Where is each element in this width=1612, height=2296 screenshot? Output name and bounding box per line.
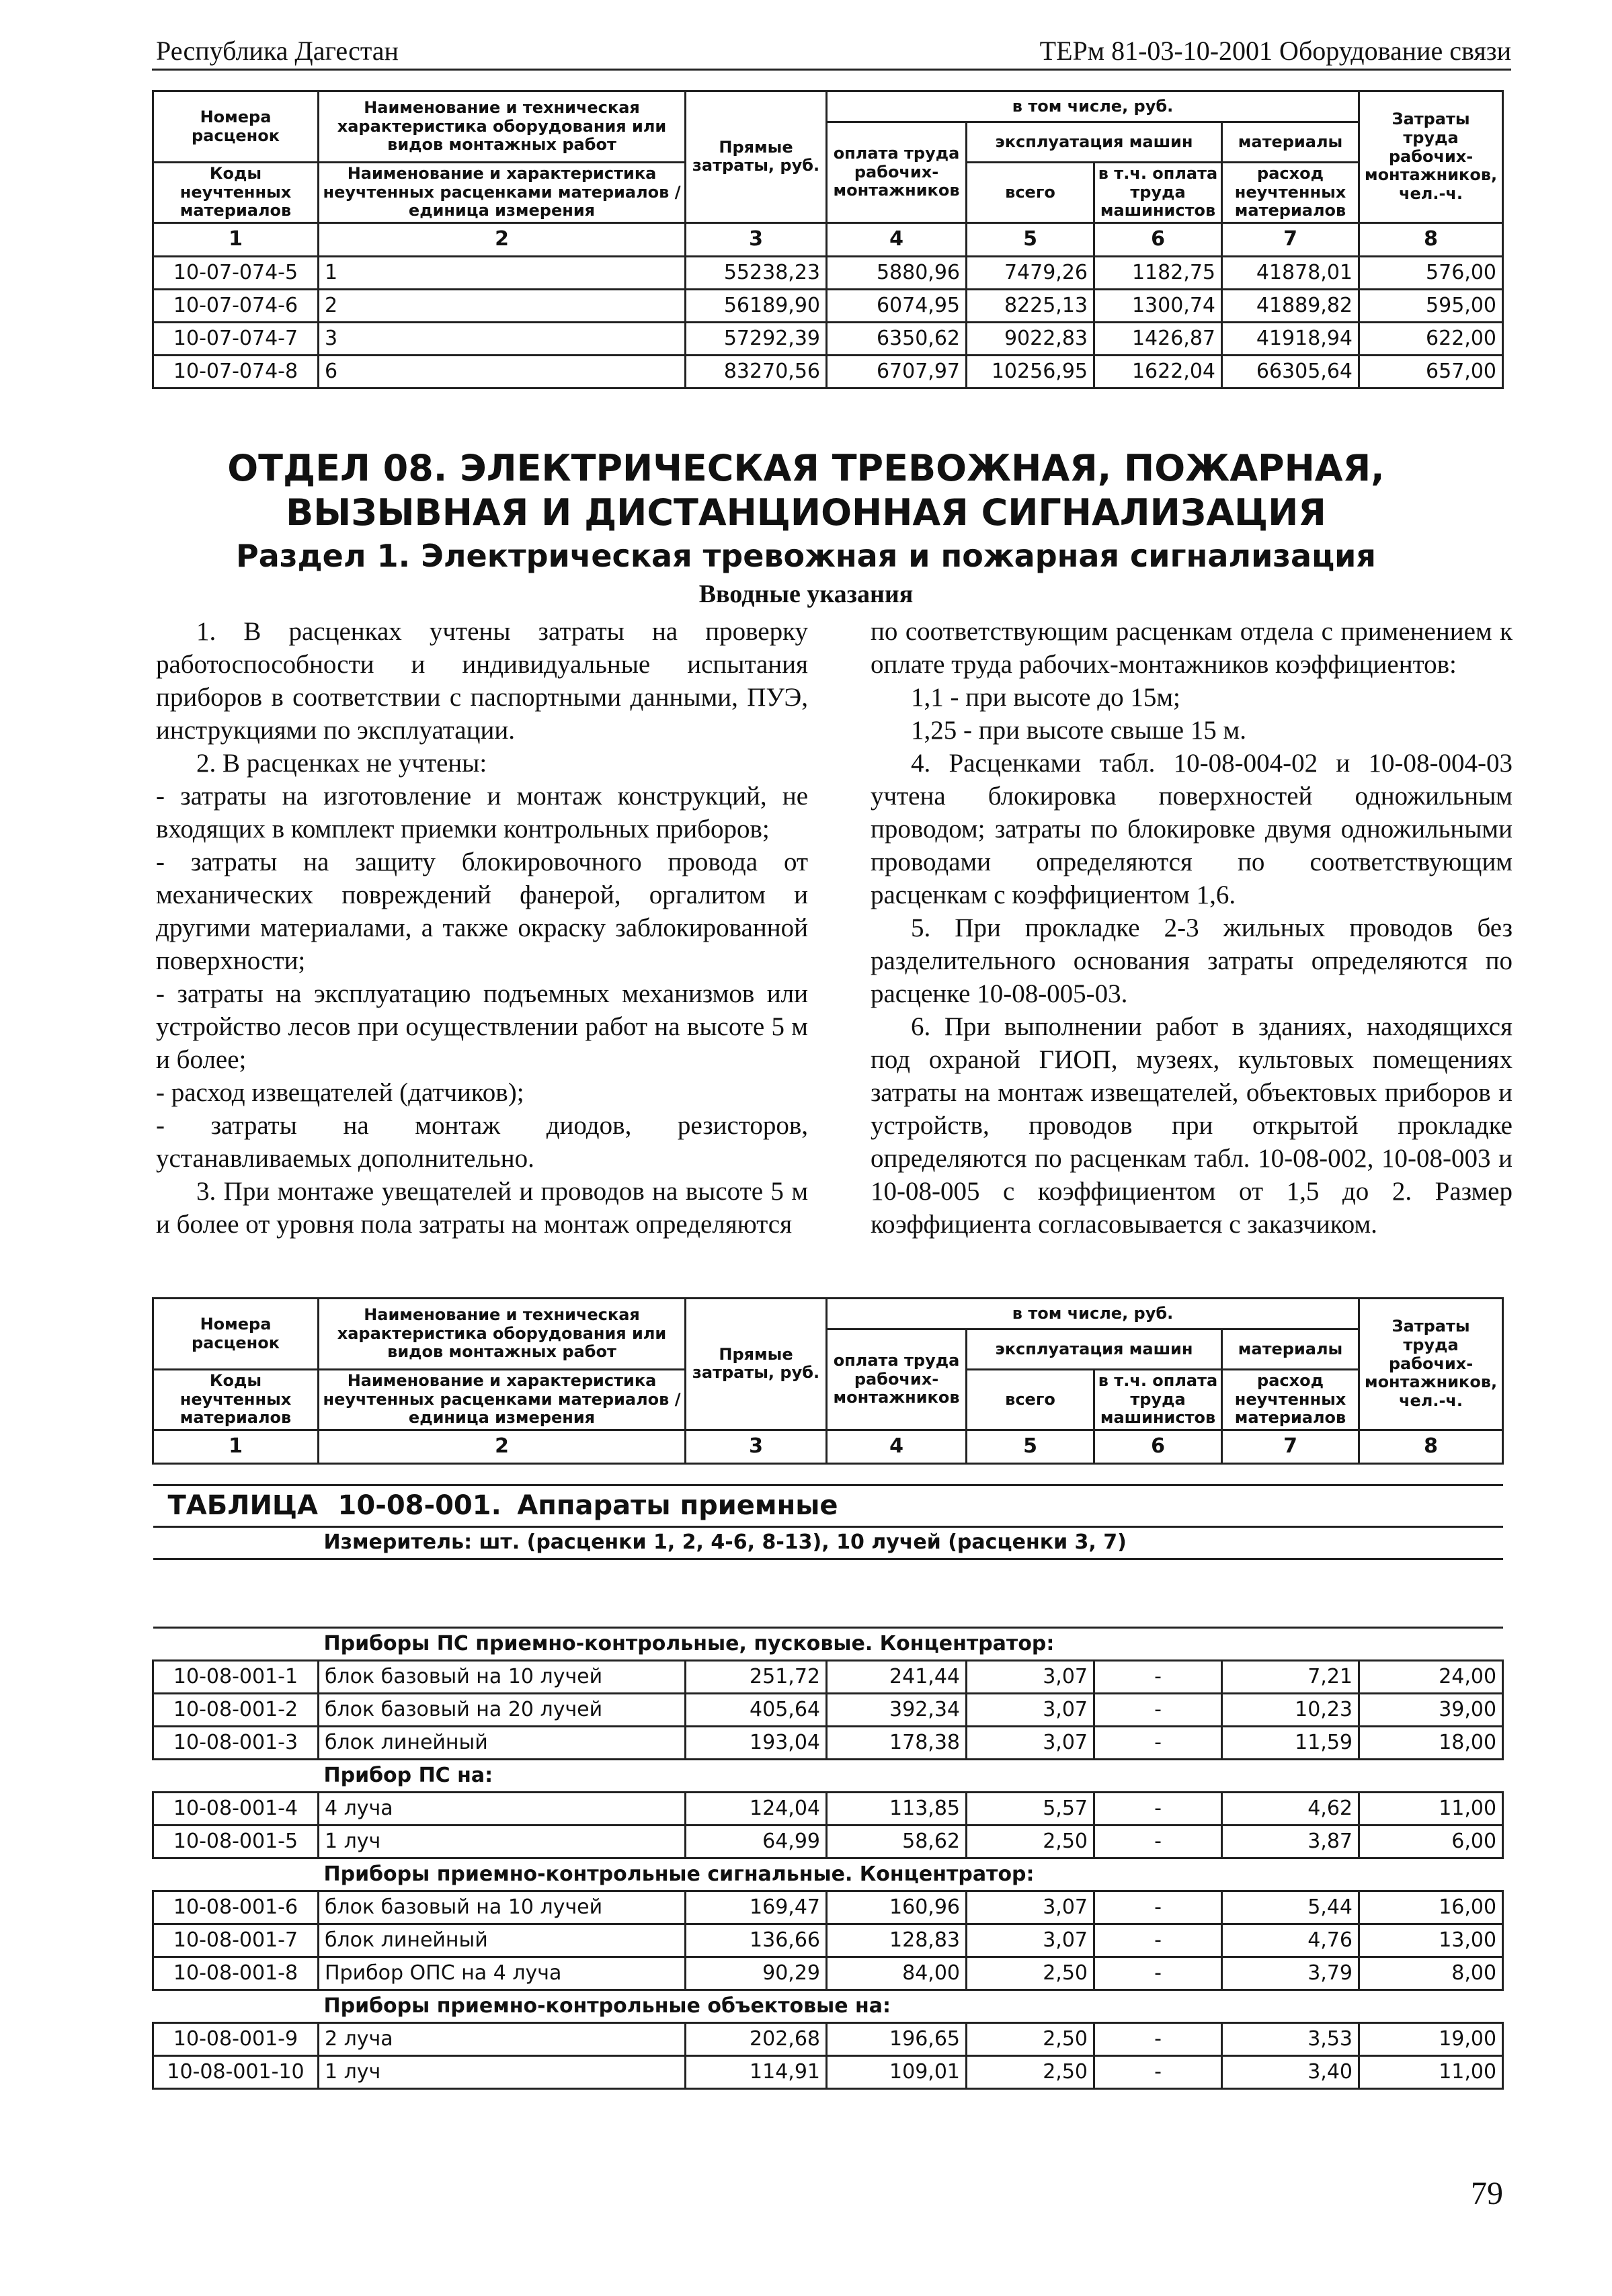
- worker-wages: 58,62: [827, 1826, 967, 1858]
- intro-paragraph: 4. Расценками табл. 10-08-004-02 и 10-08-004-03 учтена блокировка поверхностей одножильным проводом; затраты по блокировке двумя одножильными проводами определяются по соответствующим расценкам с коэффициентом 1,6.: [871, 749, 1513, 909]
- rate-name: блок линейный: [319, 1727, 686, 1760]
- machine-costs: 2,50: [967, 2056, 1094, 2089]
- column-number: 6: [1094, 222, 1222, 256]
- machinist-wages: 1426,87: [1094, 322, 1222, 355]
- column-number: 7: [1222, 1430, 1359, 1463]
- materials: 3,40: [1222, 2056, 1359, 2089]
- header-direct-costs: Прямые затраты, руб.: [686, 91, 827, 223]
- section-title-line2: ВЫЗЫВНАЯ И ДИСТАНЦИОННАЯ СИГНАЛИЗАЦИЯ: [286, 491, 1326, 534]
- machinist-wages: -: [1094, 1826, 1222, 1858]
- header-wages: оплата труда рабочих-монтажников: [827, 1329, 967, 1430]
- worker-wages: 6350,62: [827, 322, 967, 355]
- machinist-wages: -: [1094, 1793, 1222, 1826]
- table-row: [153, 2056, 1503, 2089]
- table-row: [153, 1957, 1503, 1990]
- rate-code: 10-08-001-9: [153, 2023, 319, 2056]
- group-caption-row: [153, 1990, 1503, 2023]
- meter-line: [319, 1526, 1503, 1559]
- machinist-wages: 1300,74: [1094, 289, 1222, 322]
- header-machines-total: всего: [967, 163, 1094, 223]
- labor-hours: 8,00: [1359, 1957, 1503, 1990]
- group-caption: Приборы приемно-контрольные сигнальные. Концентратор:: [319, 1858, 1503, 1891]
- rate-name: 1 луч: [319, 2056, 686, 2089]
- machine-costs: 10256,95: [967, 355, 1094, 388]
- header-rate-numbers: Номера расценок: [153, 91, 319, 163]
- machine-costs: 3,07: [967, 1924, 1094, 1957]
- table-row: [153, 355, 1503, 388]
- rates-table-10-08-001: [152, 1297, 1504, 1560]
- machine-costs: 3,07: [967, 1694, 1094, 1727]
- column-number: 4: [827, 222, 967, 256]
- rate-code: 10-08-001-6: [153, 1891, 319, 1924]
- header-machines: эксплуатация машин: [967, 122, 1222, 163]
- column-number: 8: [1359, 1430, 1503, 1463]
- table-row: [153, 289, 1503, 322]
- intro-paragraph: 6. При выполнении работ в зданиях, находящихся под охраной ГИОП, музеях, культовых помещениях затраты на монтаж извещателей, объектовых приборов и устройств, проводов при открытой прокладке определяются по расценкам табл. 10-08-002, 10-08-003 и 10-08-005 с коэффициентом от 1,5 до 2. Размер коэффициента согласовывается с заказчиком.: [871, 1012, 1513, 1239]
- header-including: в том числе, руб.: [827, 91, 1359, 122]
- rates-table-10-08-001-body: [152, 1627, 1504, 2090]
- table-row: [153, 256, 1503, 289]
- materials: 7,21: [1222, 1661, 1359, 1694]
- rate-code: 10-08-001-4: [153, 1793, 319, 1826]
- intro-paragraph: 5. При прокладке 2-3 жильных проводов без разделительного основания затраты определяются по расценке 10-08-005-03.: [871, 913, 1513, 1008]
- table-row: [153, 1661, 1503, 1694]
- rate-name: блок базовый на 10 лучей: [319, 1891, 686, 1924]
- rate-name: блок базовый на 20 лучей: [319, 1694, 686, 1727]
- header-labor: Затраты труда рабочих-монтажников, чел.-ч.: [1359, 91, 1503, 223]
- intro-list-item: - расход извещателей (датчиков);: [156, 1078, 524, 1107]
- labor-hours: 19,00: [1359, 2023, 1503, 2056]
- intro-paragraph: 3. При монтаже увещателей и проводов на высоте 5 м и более от уровня пола затраты на монтаж определяются: [156, 1177, 808, 1239]
- group-caption: Приборы приемно-контрольные объектовые на:: [319, 1990, 1503, 2023]
- group-caption: Прибор ПС на:: [319, 1760, 1503, 1793]
- column-number: 3: [686, 1430, 827, 1463]
- section-title: [0, 446, 1612, 535]
- machine-costs: 2,50: [967, 1826, 1094, 1858]
- rate-name: 1 луч: [319, 1826, 686, 1858]
- column-number: 2: [319, 1430, 686, 1463]
- header-rule: [152, 69, 1511, 71]
- table-row: [153, 322, 1503, 355]
- labor-hours: 622,00: [1359, 322, 1503, 355]
- machinist-wages: -: [1094, 2056, 1222, 2089]
- intro-list-item: - затраты на защиту блокировочного провода от механических повреждений фанерой, оргалитом и другими материалами, а также окраску заблокированной поверхности;: [156, 848, 808, 975]
- header-unaccounted-names: Наименование и характеристика неучтенных расценками материалов / единица измерения: [319, 1370, 686, 1430]
- rate-code: 10-08-001-2: [153, 1694, 319, 1727]
- meter-label: Измеритель:: [323, 1530, 473, 1555]
- rate-code: 10-08-001-1: [153, 1661, 319, 1694]
- direct-costs: 55238,23: [686, 256, 827, 289]
- column-number: 6: [1094, 1430, 1222, 1463]
- column-number: 4: [827, 1430, 967, 1463]
- table-code: 10-08-001.: [337, 1490, 501, 1522]
- meter-value: шт. (расценки 1, 2, 4-6, 8-13), 10 лучей (расценки 3, 7): [479, 1530, 1127, 1555]
- column-number: 8: [1359, 222, 1503, 256]
- coefficient-item: 1,25 - при высоте свыше 15 м.: [911, 716, 1246, 745]
- spacer: [153, 1858, 319, 1891]
- labor-hours: 657,00: [1359, 355, 1503, 388]
- worker-wages: 178,38: [827, 1727, 967, 1760]
- materials: 41878,01: [1222, 256, 1359, 289]
- labor-hours: 13,00: [1359, 1924, 1503, 1957]
- intro-list-item: - затраты на эксплуатацию подъемных механизмов или устройство лесов при осуществлении работ на высоте 5 м и более;: [156, 979, 808, 1074]
- spacer: [153, 1990, 319, 2023]
- rate-code: 10-08-001-10: [153, 2056, 319, 2089]
- machinist-wages: -: [1094, 1661, 1222, 1694]
- direct-costs: 136,66: [686, 1924, 827, 1957]
- machine-costs: 2,50: [967, 1957, 1094, 1990]
- labor-hours: 6,00: [1359, 1826, 1503, 1858]
- materials: 3,53: [1222, 2023, 1359, 2056]
- running-header-right: ТЕРм 81-03-10-2001 Оборудование связи: [1039, 36, 1511, 66]
- table-title: Аппараты приемные: [517, 1490, 838, 1522]
- worker-wages: 113,85: [827, 1793, 967, 1826]
- rate-code: 10-08-001-3: [153, 1727, 319, 1760]
- coefficient-item: 1,1 - при высоте до 15м;: [911, 683, 1180, 712]
- machinist-wages: -: [1094, 2023, 1222, 2056]
- header-machines-total: всего: [967, 1370, 1094, 1430]
- rate-code: 10-07-074-8: [153, 355, 319, 388]
- header-labor: Затраты труда рабочих-монтажников, чел.-ч.: [1359, 1299, 1503, 1430]
- machinist-wages: -: [1094, 1891, 1222, 1924]
- rate-code: 10-08-001-5: [153, 1826, 319, 1858]
- direct-costs: 405,64: [686, 1694, 827, 1727]
- direct-costs: 64,99: [686, 1826, 827, 1858]
- column-number: 2: [319, 222, 686, 256]
- table-row: [153, 2023, 1503, 2056]
- machinist-wages: 1182,75: [1094, 256, 1222, 289]
- machine-costs: 2,50: [967, 2023, 1094, 2056]
- labor-hours: 16,00: [1359, 1891, 1503, 1924]
- materials: 4,76: [1222, 1924, 1359, 1957]
- rate-name: 3: [319, 322, 686, 355]
- machinist-wages: 1622,04: [1094, 355, 1222, 388]
- materials: 41889,82: [1222, 289, 1359, 322]
- machine-costs: 5,57: [967, 1793, 1094, 1826]
- column-number: 1: [153, 222, 319, 256]
- worker-wages: 109,01: [827, 2056, 967, 2089]
- table-label: ТАБЛИЦА: [167, 1490, 318, 1522]
- machine-costs: 3,07: [967, 1661, 1094, 1694]
- direct-costs: 57292,39: [686, 322, 827, 355]
- header-materials: материалы: [1222, 1329, 1359, 1370]
- labor-hours: 39,00: [1359, 1694, 1503, 1727]
- intro-paragraph: 1. В расценках учтены затраты на проверку работоспособности и индивидуальные испытания приборов в соответствии с паспортными данными, ПУЭ, инструкциями по эксплуатации.: [156, 617, 808, 745]
- machinist-wages: -: [1094, 1727, 1222, 1760]
- column-number: 3: [686, 222, 827, 256]
- table-caption: [153, 1485, 1503, 1526]
- direct-costs: 193,04: [686, 1727, 827, 1760]
- header-machinist-wages: в т.ч. оплата труда машинистов: [1094, 1370, 1222, 1430]
- direct-costs: 56189,90: [686, 289, 827, 322]
- materials: 4,62: [1222, 1793, 1359, 1826]
- running-header-left: Республика Дагестан: [156, 36, 399, 66]
- materials: 3,79: [1222, 1957, 1359, 1990]
- rate-name: блок базовый на 10 лучей: [319, 1661, 686, 1694]
- labor-hours: 11,00: [1359, 2056, 1503, 2089]
- table-row: [153, 1793, 1503, 1826]
- intro-heading: Вводные указания: [698, 580, 914, 608]
- labor-hours: 595,00: [1359, 289, 1503, 322]
- header-name: Наименование и техническая характеристика оборудования или видов монтажных работ: [319, 91, 686, 163]
- worker-wages: 241,44: [827, 1661, 967, 1694]
- header-wages: оплата труда рабочих-монтажников: [827, 122, 967, 223]
- header-machinist-wages: в т.ч. оплата труда машинистов: [1094, 163, 1222, 223]
- worker-wages: 6074,95: [827, 289, 967, 322]
- column-number: 5: [967, 1430, 1094, 1463]
- labor-hours: 576,00: [1359, 256, 1503, 289]
- materials: 3,87: [1222, 1826, 1359, 1858]
- labor-hours: 11,00: [1359, 1793, 1503, 1826]
- section-subtitle: Раздел 1. Электрическая тревожная и пожарная сигнализация: [236, 538, 1376, 574]
- table-row: [153, 1826, 1503, 1858]
- intro-list-item: - затраты на монтаж диодов, резисторов, устанавливаемых дополнительно.: [156, 1111, 808, 1173]
- worker-wages: 392,34: [827, 1694, 967, 1727]
- materials: 5,44: [1222, 1891, 1359, 1924]
- worker-wages: 128,83: [827, 1924, 967, 1957]
- section-title-line1: ОТДЕЛ 08. ЭЛЕКТРИЧЕСКАЯ ТРЕВОЖНАЯ, ПОЖАРНАЯ,: [227, 447, 1385, 489]
- intro-column-left: [156, 615, 808, 1241]
- machinist-wages: -: [1094, 1924, 1222, 1957]
- spacer: [153, 1760, 319, 1793]
- direct-costs: 124,04: [686, 1793, 827, 1826]
- labor-hours: 18,00: [1359, 1727, 1503, 1760]
- rate-code: 10-07-074-6: [153, 289, 319, 322]
- header-machines: эксплуатация машин: [967, 1329, 1222, 1370]
- machinist-wages: -: [1094, 1957, 1222, 1990]
- machine-costs: 9022,83: [967, 322, 1094, 355]
- machine-costs: 7479,26: [967, 256, 1094, 289]
- table-row: [153, 1891, 1503, 1924]
- spacer: [153, 1463, 1503, 1485]
- rate-name: 2: [319, 289, 686, 322]
- group-caption-row: [153, 1858, 1503, 1891]
- group-caption-row: [153, 1628, 1503, 1661]
- machine-costs: 3,07: [967, 1727, 1094, 1760]
- rate-name: 4 луча: [319, 1793, 686, 1826]
- machine-costs: 8225,13: [967, 289, 1094, 322]
- materials: 66305,64: [1222, 355, 1359, 388]
- group-caption-row: [153, 1760, 1503, 1793]
- spacer: [153, 1628, 319, 1661]
- machine-costs: 3,07: [967, 1891, 1094, 1924]
- rate-code: 10-07-074-5: [153, 256, 319, 289]
- direct-costs: 202,68: [686, 2023, 827, 2056]
- rate-code: 10-08-001-7: [153, 1924, 319, 1957]
- materials: 10,23: [1222, 1694, 1359, 1727]
- group-caption: Приборы ПС приемно-контрольные, пусковые. Концентратор:: [319, 1628, 1503, 1661]
- direct-costs: 169,47: [686, 1891, 827, 1924]
- rate-name: 1: [319, 256, 686, 289]
- rate-name: 6: [319, 355, 686, 388]
- materials: 41918,94: [1222, 322, 1359, 355]
- header-including: в том числе, руб.: [827, 1299, 1359, 1329]
- labor-hours: 24,00: [1359, 1661, 1503, 1694]
- header-unaccounted-codes: Коды неучтенных материалов: [153, 163, 319, 223]
- direct-costs: 114,91: [686, 2056, 827, 2089]
- column-number: 1: [153, 1430, 319, 1463]
- column-number: 5: [967, 222, 1094, 256]
- direct-costs: 83270,56: [686, 355, 827, 388]
- table-row: [153, 1727, 1503, 1760]
- header-materials: материалы: [1222, 122, 1359, 163]
- worker-wages: 6707,97: [827, 355, 967, 388]
- intro-paragraph-continued: по соответствующим расценкам отдела с применением к оплате труда рабочих-монтажников коэффициентов:: [871, 617, 1513, 679]
- page-number: 79: [1471, 2176, 1503, 2211]
- header-unaccounted-names: Наименование и характеристика неучтенных расценками материалов / единица измерения: [319, 163, 686, 223]
- direct-costs: 90,29: [686, 1957, 827, 1990]
- column-number: 7: [1222, 222, 1359, 256]
- rate-name: блок линейный: [319, 1924, 686, 1957]
- worker-wages: 160,96: [827, 1891, 967, 1924]
- header-unaccounted-materials: расход неучтенных материалов: [1222, 163, 1359, 223]
- table-row: [153, 1694, 1503, 1727]
- machinist-wages: -: [1094, 1694, 1222, 1727]
- worker-wages: 5880,96: [827, 256, 967, 289]
- intro-list-item: - затраты на изготовление и монтаж конструкций, не входящих в комплект приемки контрольных приборов;: [156, 782, 808, 844]
- worker-wages: 196,65: [827, 2023, 967, 2056]
- rates-table-074: [152, 90, 1504, 389]
- spacer: [153, 1526, 319, 1559]
- rate-code: 10-08-001-8: [153, 1957, 319, 1990]
- header-direct-costs: Прямые затраты, руб.: [686, 1299, 827, 1430]
- header-unaccounted-codes: Коды неучтенных материалов: [153, 1370, 319, 1430]
- materials: 11,59: [1222, 1727, 1359, 1760]
- header-rate-numbers: Номера расценок: [153, 1299, 319, 1370]
- header-name: Наименование и техническая характеристика оборудования или видов монтажных работ: [319, 1299, 686, 1370]
- direct-costs: 251,72: [686, 1661, 827, 1694]
- rate-name: 2 луча: [319, 2023, 686, 2056]
- header-unaccounted-materials: расход неучтенных материалов: [1222, 1370, 1359, 1430]
- intro-column-right: [871, 615, 1513, 1241]
- table-row: [153, 1924, 1503, 1957]
- intro-paragraph: 2. В расценках не учтены:: [196, 749, 487, 778]
- rate-name: Прибор ОПС на 4 луча: [319, 1957, 686, 1990]
- rate-code: 10-07-074-7: [153, 322, 319, 355]
- worker-wages: 84,00: [827, 1957, 967, 1990]
